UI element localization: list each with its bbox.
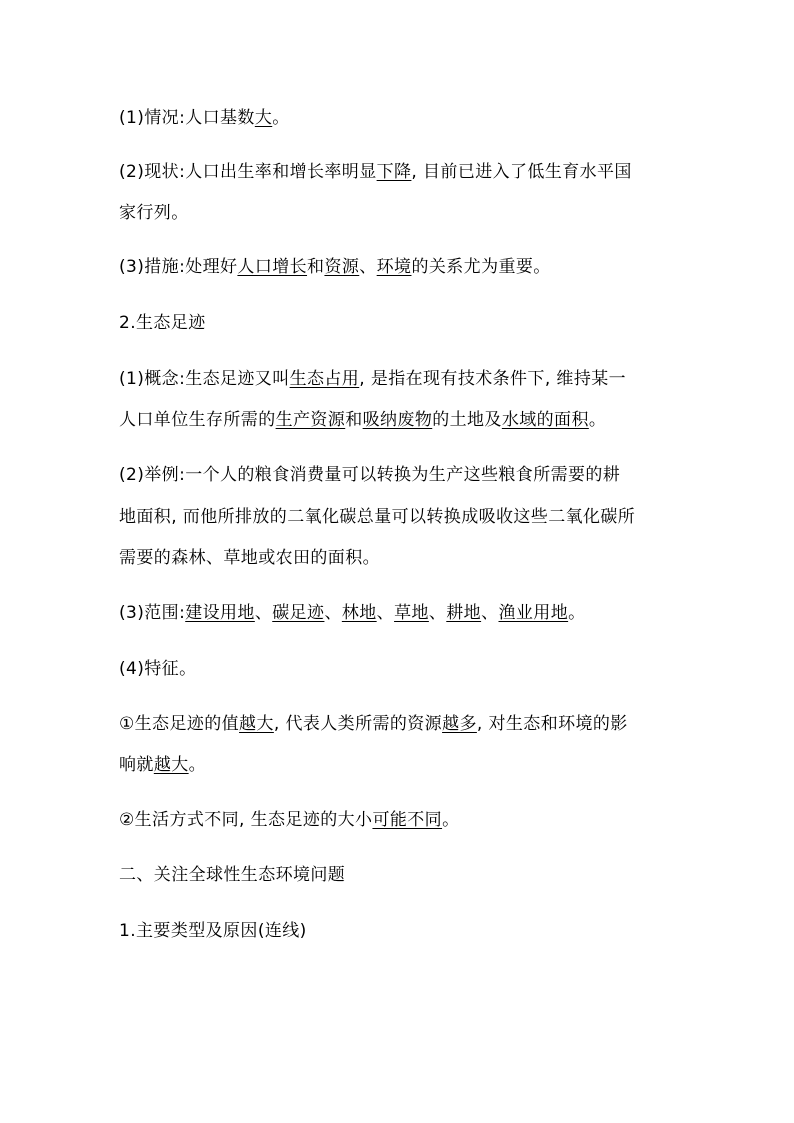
text-segment: 和 [345,410,363,430]
text-segment: 人口单位生存所需的 [119,410,276,430]
underlined-answer: 下降 [376,162,412,182]
text-segment: 1.主要类型及原因(连线) [119,921,307,941]
text-line-scope [119,601,586,625]
text-line-population-status-cont [119,201,189,225]
section-heading-global-issues [119,863,345,887]
section-heading-ecological-footprint [119,311,206,335]
text-line-example-cont-1 [119,505,635,529]
text-segment: 地面积, 而他所排放的二氧化碳总量可以转换成吸收这些二氧化碳所 [119,507,636,527]
underlined-answer: 耕地 [446,603,482,623]
text-line-feature-1 [119,712,628,736]
underlined-answer: 水域的面积 [501,410,589,430]
text-segment: 、 [359,257,377,277]
underlined-answer: 越多 [442,714,477,734]
text-line-feature-1-cont [119,753,206,777]
underlined-answer: 大 [254,108,273,128]
text-segment: 、 [254,603,273,623]
text-line-features [119,657,196,681]
underlined-answer: 碳足迹 [272,603,325,623]
text-line-concept-cont [119,408,606,432]
underlined-answer: 环境 [376,257,412,277]
text-segment: 二、关注全球性生态环境问题 [119,865,346,885]
text-segment: 、 [324,603,342,623]
text-segment: 、 [481,603,499,623]
text-segment: 、 [376,603,395,623]
underlined-answer: 越大 [239,714,274,734]
text-segment: 。 [188,755,207,775]
text-line-feature-2 [119,808,459,832]
text-segment: 家行列。 [119,203,189,223]
underlined-answer: 吸纳废物 [362,410,433,430]
underlined-answer: 建设用地 [185,603,255,623]
text-line-population-situation [119,106,290,130]
text-segment: (3)范围: [119,603,186,623]
text-segment: 的关系尤为重要。 [411,257,551,277]
underlined-answer: 生产资源 [275,410,346,430]
text-segment: (4)特征。 [119,659,197,679]
text-segment: , 是指在现有技术条件下, 维持某一 [359,369,627,389]
text-segment: 。 [272,108,290,128]
text-segment: (1)情况:人口基数 [119,108,255,128]
text-segment: 2.生态足迹 [119,313,206,333]
text-segment: 响就 [119,755,154,775]
text-segment: , 目前已进入了低生育水平国 [411,162,632,182]
text-line-population-status [119,160,632,184]
text-segment: 需要的森林、草地或农田的面积。 [119,548,380,568]
text-segment: 的土地及 [432,410,502,430]
text-segment: (2)举例:一个人的粮食消费量可以转换为生产这些粮食所需要的耕 [119,465,621,485]
text-segment: 。 [568,603,586,623]
underlined-answer: 草地 [394,603,429,623]
text-segment: 。 [588,410,607,430]
section-heading-main-types [119,919,307,943]
underlined-answer: 越大 [153,755,189,775]
text-line-example-cont-2 [119,546,380,570]
underlined-answer: 资源 [324,257,360,277]
text-line-measures [119,255,551,279]
text-segment: (1)概念:生态足迹又叫 [119,369,290,389]
text-segment: , 代表人类所需的资源 [273,714,443,734]
underlined-answer: 林地 [341,603,377,623]
text-segment: (3)措施:处理好 [119,257,238,277]
underlined-answer: 可能不同 [372,810,443,830]
text-segment: , 对生态和环境的影 [476,714,628,734]
underlined-answer: 生态占用 [289,369,360,389]
underlined-answer: 人口增长 [237,257,308,277]
text-segment: ②生活方式不同, 生态足迹的大小 [119,810,373,830]
underlined-answer: 渔业用地 [498,603,569,623]
text-segment: 和 [307,257,325,277]
text-segment: (2)现状:人口出生率和增长率明显 [119,162,377,182]
text-line-example [119,463,620,487]
text-segment: ①生态足迹的值 [119,714,240,734]
text-segment: 。 [442,810,460,830]
text-line-concept [119,367,626,391]
text-segment: 、 [428,603,447,623]
